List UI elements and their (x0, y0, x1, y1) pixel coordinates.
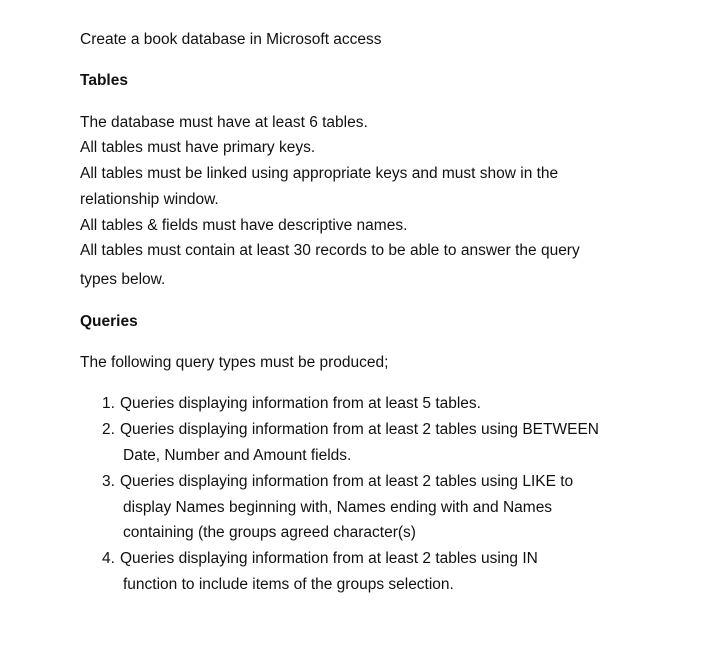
list-item-text: Queries displaying information from at least 2 tables using LIKE to (120, 473, 574, 490)
list-item-text: Date, Number and Amount fields. (123, 447, 352, 464)
list-item-text: function to include items of the groups selection. (123, 576, 454, 593)
list-item-number: 2. (102, 421, 115, 438)
queries-intro: The following query types must be produced; (80, 354, 389, 371)
tables-heading: Tables (80, 72, 128, 89)
list-item-text: containing (the groups agreed character(s) (123, 524, 416, 541)
list-item-text: display Names beginning with, Names ending with and Names (123, 499, 553, 516)
tables-line: The database must have at least 6 tables. (80, 114, 368, 131)
list-item-text: Queries displaying information from at least 2 tables using IN (120, 550, 538, 567)
tables-line: All tables must contain at least 30 records to be able to answer the query (80, 242, 580, 259)
tables-line: relationship window. (80, 191, 219, 208)
tables-line: types below. (80, 271, 166, 288)
document-title: Create a book database in Microsoft access (80, 31, 382, 48)
tables-line: All tables must have primary keys. (80, 139, 316, 156)
tables-line: All tables must be linked using appropriate keys and must show in the (80, 165, 559, 182)
list-item-number: 1. (102, 395, 115, 412)
list-item-text: Queries displaying information from at least 5 tables. (120, 395, 481, 412)
tables-line: All tables & fields must have descriptive names. (80, 217, 408, 234)
list-item-number: 4. (102, 550, 115, 567)
list-item-number: 3. (102, 473, 115, 490)
list-item-text: Queries displaying information from at least 2 tables using BETWEEN (120, 421, 599, 438)
queries-heading: Queries (80, 313, 138, 330)
